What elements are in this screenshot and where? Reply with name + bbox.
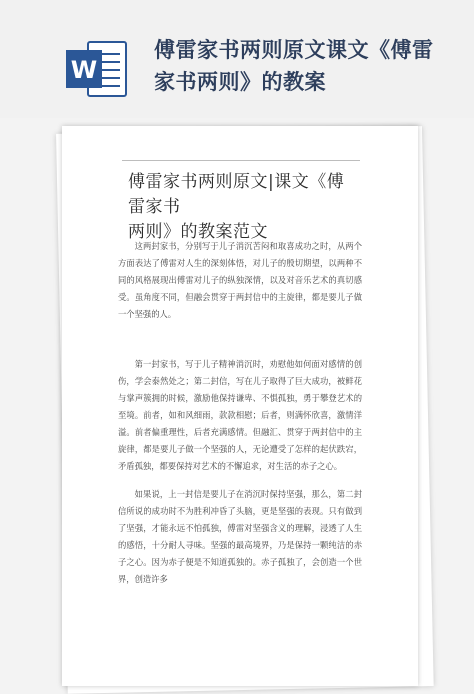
page-title-line-2: 两则》的教案范文 xyxy=(128,222,268,242)
word-document-icon xyxy=(64,36,130,102)
paragraph-2: 第一封家书，写于儿子精神消沉时，劝慰他如何面对感情的创伤，学会泰然处之；第二封信，写在儿子取得了巨大成功，被鲜花与掌声簇拥的时候，激励他保持谦卑、不惧孤独，勇于攀登艺术的至境。前者，如和风细雨，款款相慰；后者，则满怀欣喜，激情洋溢。前者偏重理性，后者充满感情。但融汇、贯穿于两封信中的主旋律，都是要儿子做一个坚强的人，无论遭受了怎样的起伏跌宕，矛盾孤独，都要保持对艺术的不懈追求，对生活的赤子之心。 xyxy=(118,359,362,471)
paragraph-3: 如果说，上一封信是要儿子在消沉时保持坚强，那么，第二封信所说的成功时不为胜利冲昏了头脑，更是坚强的表现。只有做到了坚强，才能永远不怕孤独，傅雷对坚强含义的理解，浸透了人生的感悟，十分耐人寻味。坚强的最高境界，乃是保持一颗纯洁的赤子之心。因为赤子便是不知道孤独的。赤子孤独了，会创造一个世界，创造许多 xyxy=(118,489,362,584)
document-title-line-2: 家书两则》的教案 xyxy=(154,70,326,94)
document-page xyxy=(62,126,418,686)
page-title xyxy=(128,170,356,245)
title-rule xyxy=(122,160,360,161)
page-title-line-1: 傅雷家书两则原文|课文《傅雷家书 xyxy=(128,172,345,217)
document-title xyxy=(154,34,454,98)
word-icon-letter: W xyxy=(70,56,98,84)
document-title-line-1: 傅雷家书两则原文课文《傅雷 xyxy=(154,38,434,62)
header-banner xyxy=(0,0,474,118)
paragraph-1: 这两封家书，分别写于儿子消沉苦闷和取喜成功之时，从两个方面表达了傅雷对人生的深刻体悟，对儿子的殷切期望，以两种不同的风格展现出傅雷对儿子的纵独深情，以及对音乐艺术的真切感受。虽角度不同，但融会贯穿于两封信中的主旋律，都是要儿子做一个坚强的人。 xyxy=(118,241,362,319)
